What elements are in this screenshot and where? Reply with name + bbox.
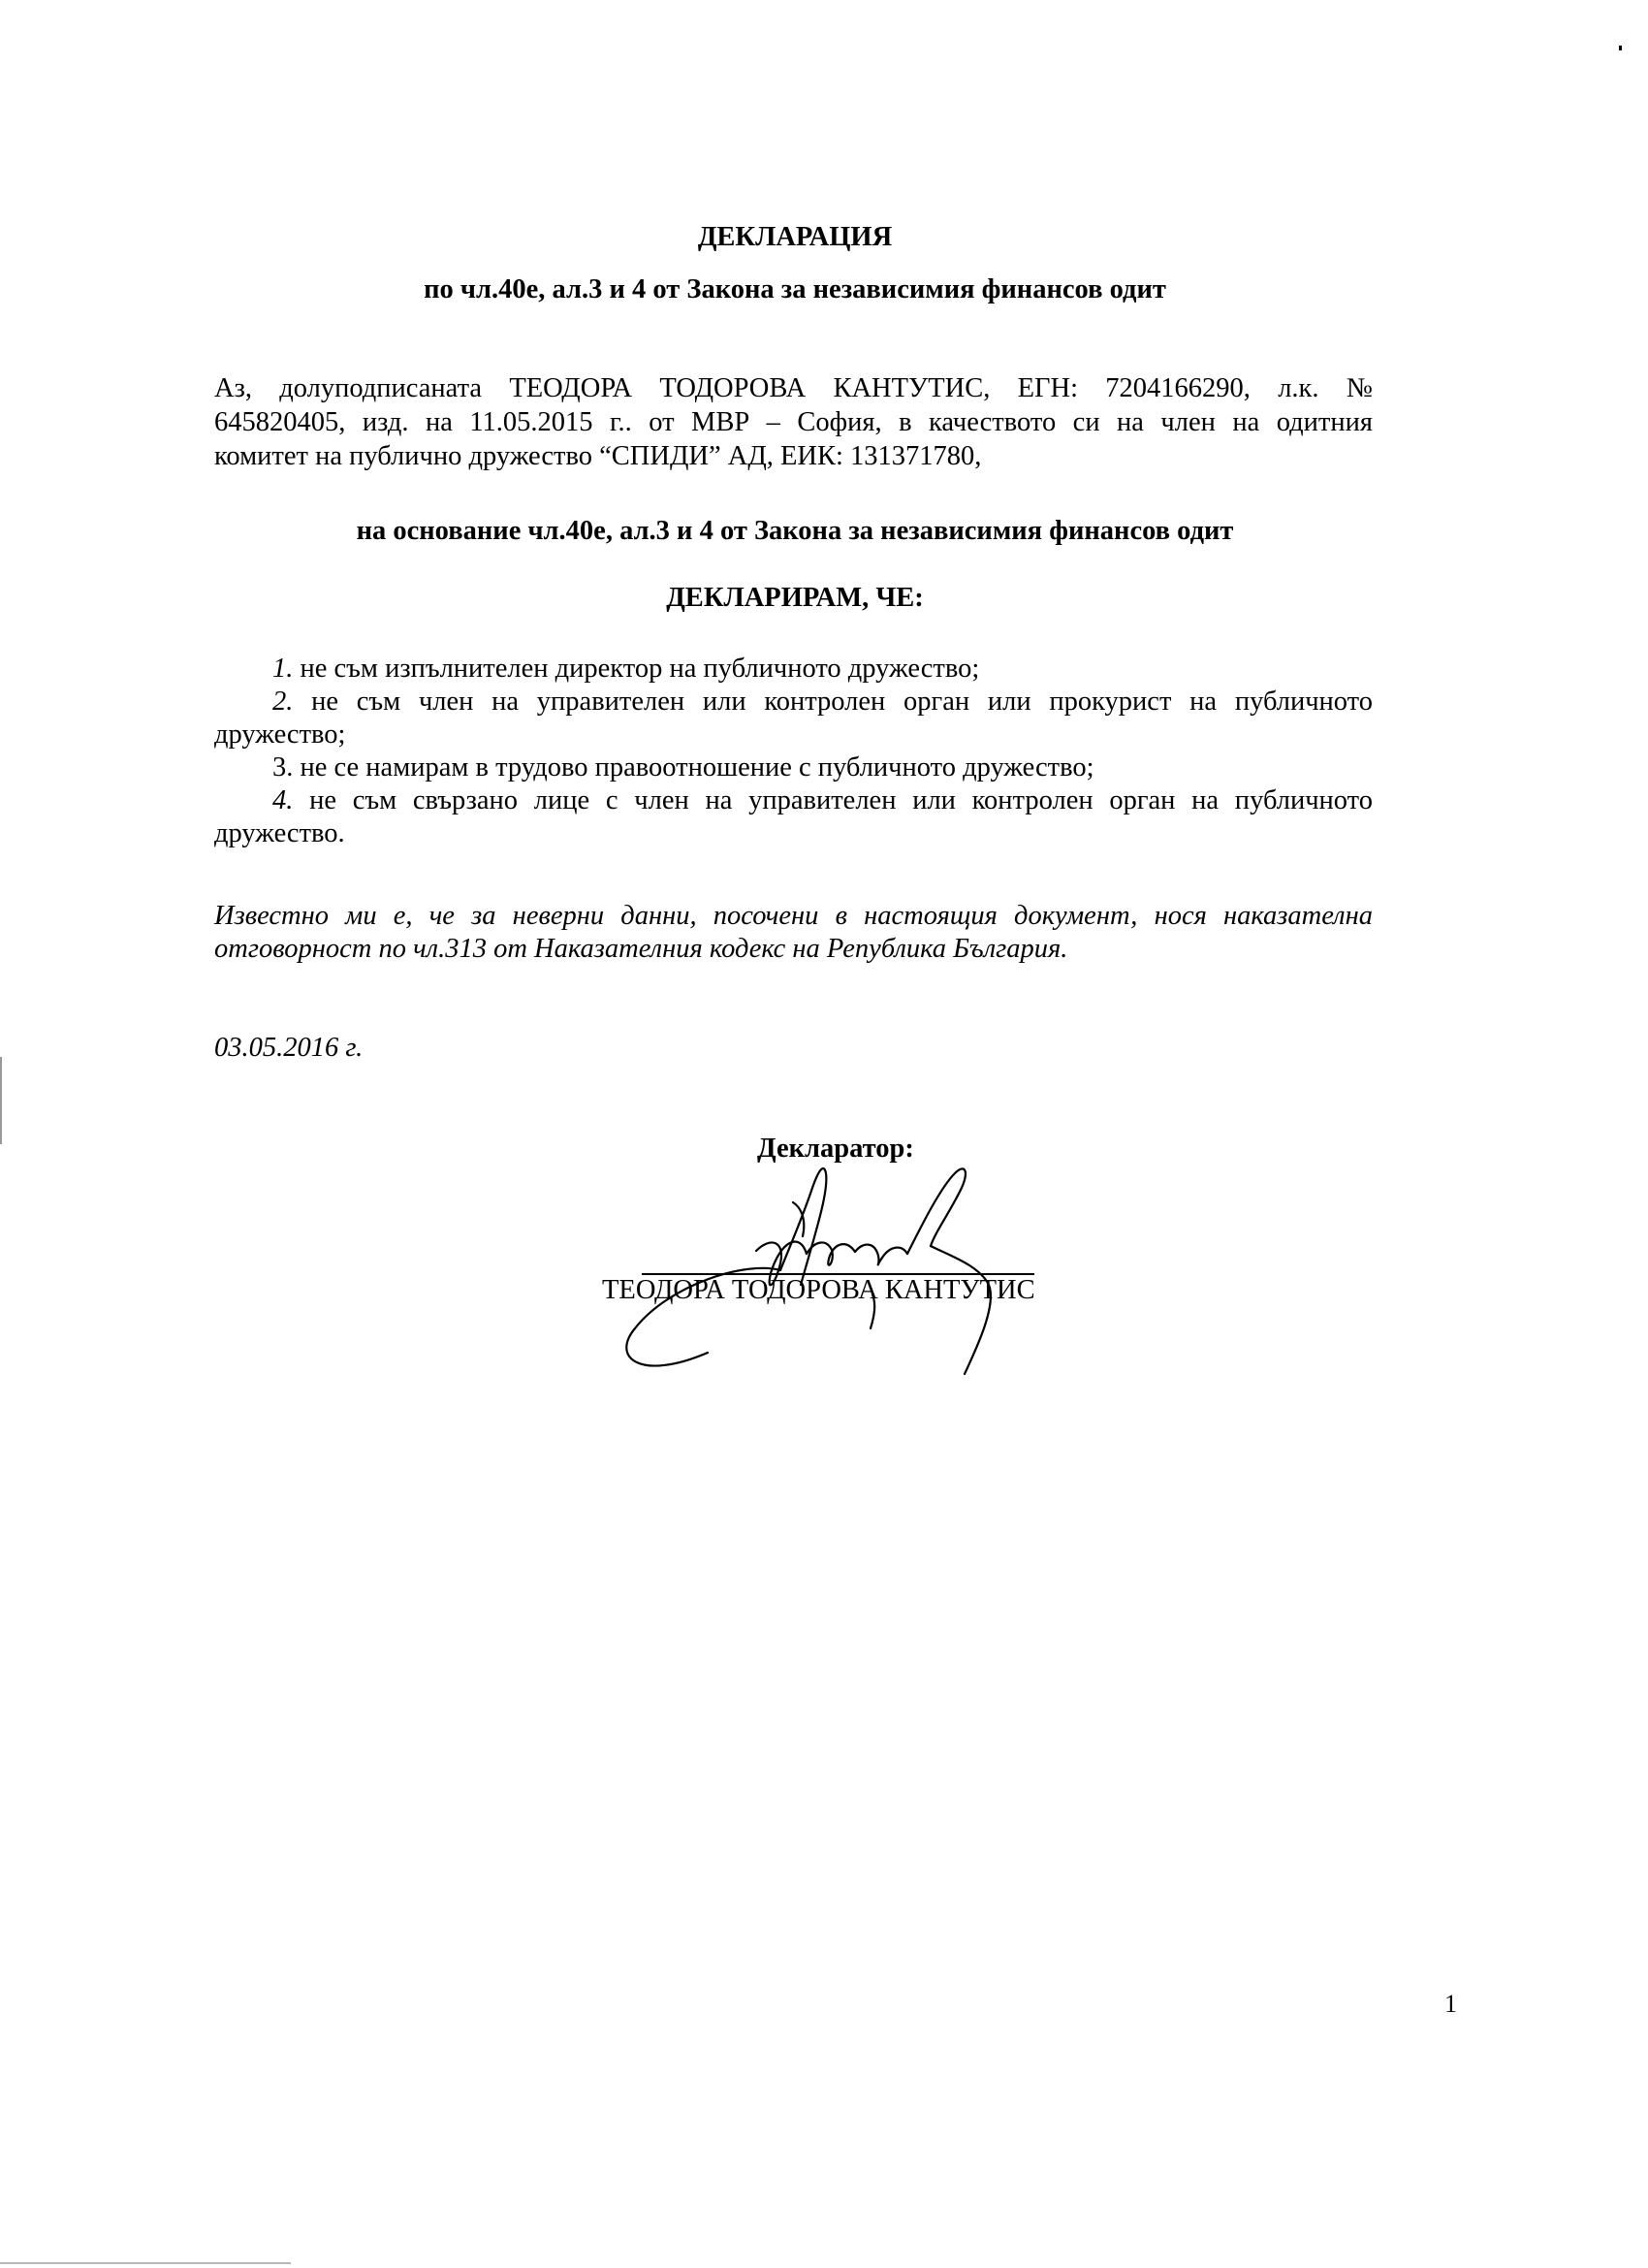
intro-line: 645820405, изд. на 11.05.2015 г.. от МВР – София, в качеството си на член на одитния bbox=[214, 407, 1373, 437]
item-number: 4. bbox=[272, 785, 294, 815]
scan-speck bbox=[1619, 46, 1622, 50]
declaration-item bbox=[214, 653, 1373, 686]
item-text: не съм член на управителен или контролен орган или прокурист на публичното bbox=[293, 687, 1373, 717]
item-number: 1. bbox=[272, 654, 294, 684]
declaration-item bbox=[214, 686, 1373, 751]
declarant-intro bbox=[214, 371, 1373, 473]
notice-line: отговорност по чл.313 от Наказателния кодекс на Република България. bbox=[214, 934, 1068, 964]
signer-name: ТЕОДОРА ТОДОРОВА КАНТУТИС bbox=[602, 1275, 1035, 1305]
handwritten-signature bbox=[582, 1149, 1028, 1382]
item-text-continuation: дружество. bbox=[214, 818, 345, 848]
document-subtitle: по чл.40е, ал.3 и 4 от Закона за независимия финансов одит bbox=[424, 274, 1166, 304]
declaration-item bbox=[214, 751, 1373, 784]
item-number: 3. bbox=[272, 752, 294, 783]
declaration-date: 03.05.2016 г. bbox=[214, 1033, 364, 1063]
declaration-item bbox=[214, 784, 1373, 850]
scan-bottom-edge bbox=[0, 2262, 291, 2264]
item-text: не съм изпълнителен директор на публичното дружество; bbox=[293, 654, 980, 684]
item-text: не се намирам в трудово правоотношение с публичното дружество; bbox=[293, 752, 1094, 783]
scan-edge-mark bbox=[0, 1057, 2, 1144]
declare-heading: ДЕКЛАРИРАМ, ЧЕ: bbox=[666, 583, 924, 613]
intro-line: Аз, долуподписаната ТЕОДОРА ТОДОРОВА КАНТУТИС, ЕГН: 7204166290, л.к. № bbox=[214, 373, 1373, 403]
notice-line: Известно ми е, че за неверни данни, посочени в настоящия документ, нося наказателна bbox=[214, 901, 1373, 931]
declaration-items bbox=[214, 653, 1373, 850]
liability-notice bbox=[214, 900, 1373, 966]
item-number: 2. bbox=[272, 687, 294, 717]
intro-line: комитет на публично дружество “СПИДИ” АД, ЕИК: 131371780, bbox=[214, 441, 982, 471]
item-text: не съм свързано лице с член на управителен или контролен орган на публичното bbox=[293, 785, 1373, 815]
item-text-continuation: дружество; bbox=[214, 719, 346, 750]
document-title: ДЕКЛАРАЦИЯ bbox=[697, 222, 893, 252]
declarator-label: Декларатор: bbox=[757, 1134, 914, 1164]
page-number: 1 bbox=[1444, 1990, 1457, 2018]
legal-basis: на основание чл.40е, ал.3 и 4 от Закона за независимия финансов одит bbox=[356, 516, 1234, 546]
